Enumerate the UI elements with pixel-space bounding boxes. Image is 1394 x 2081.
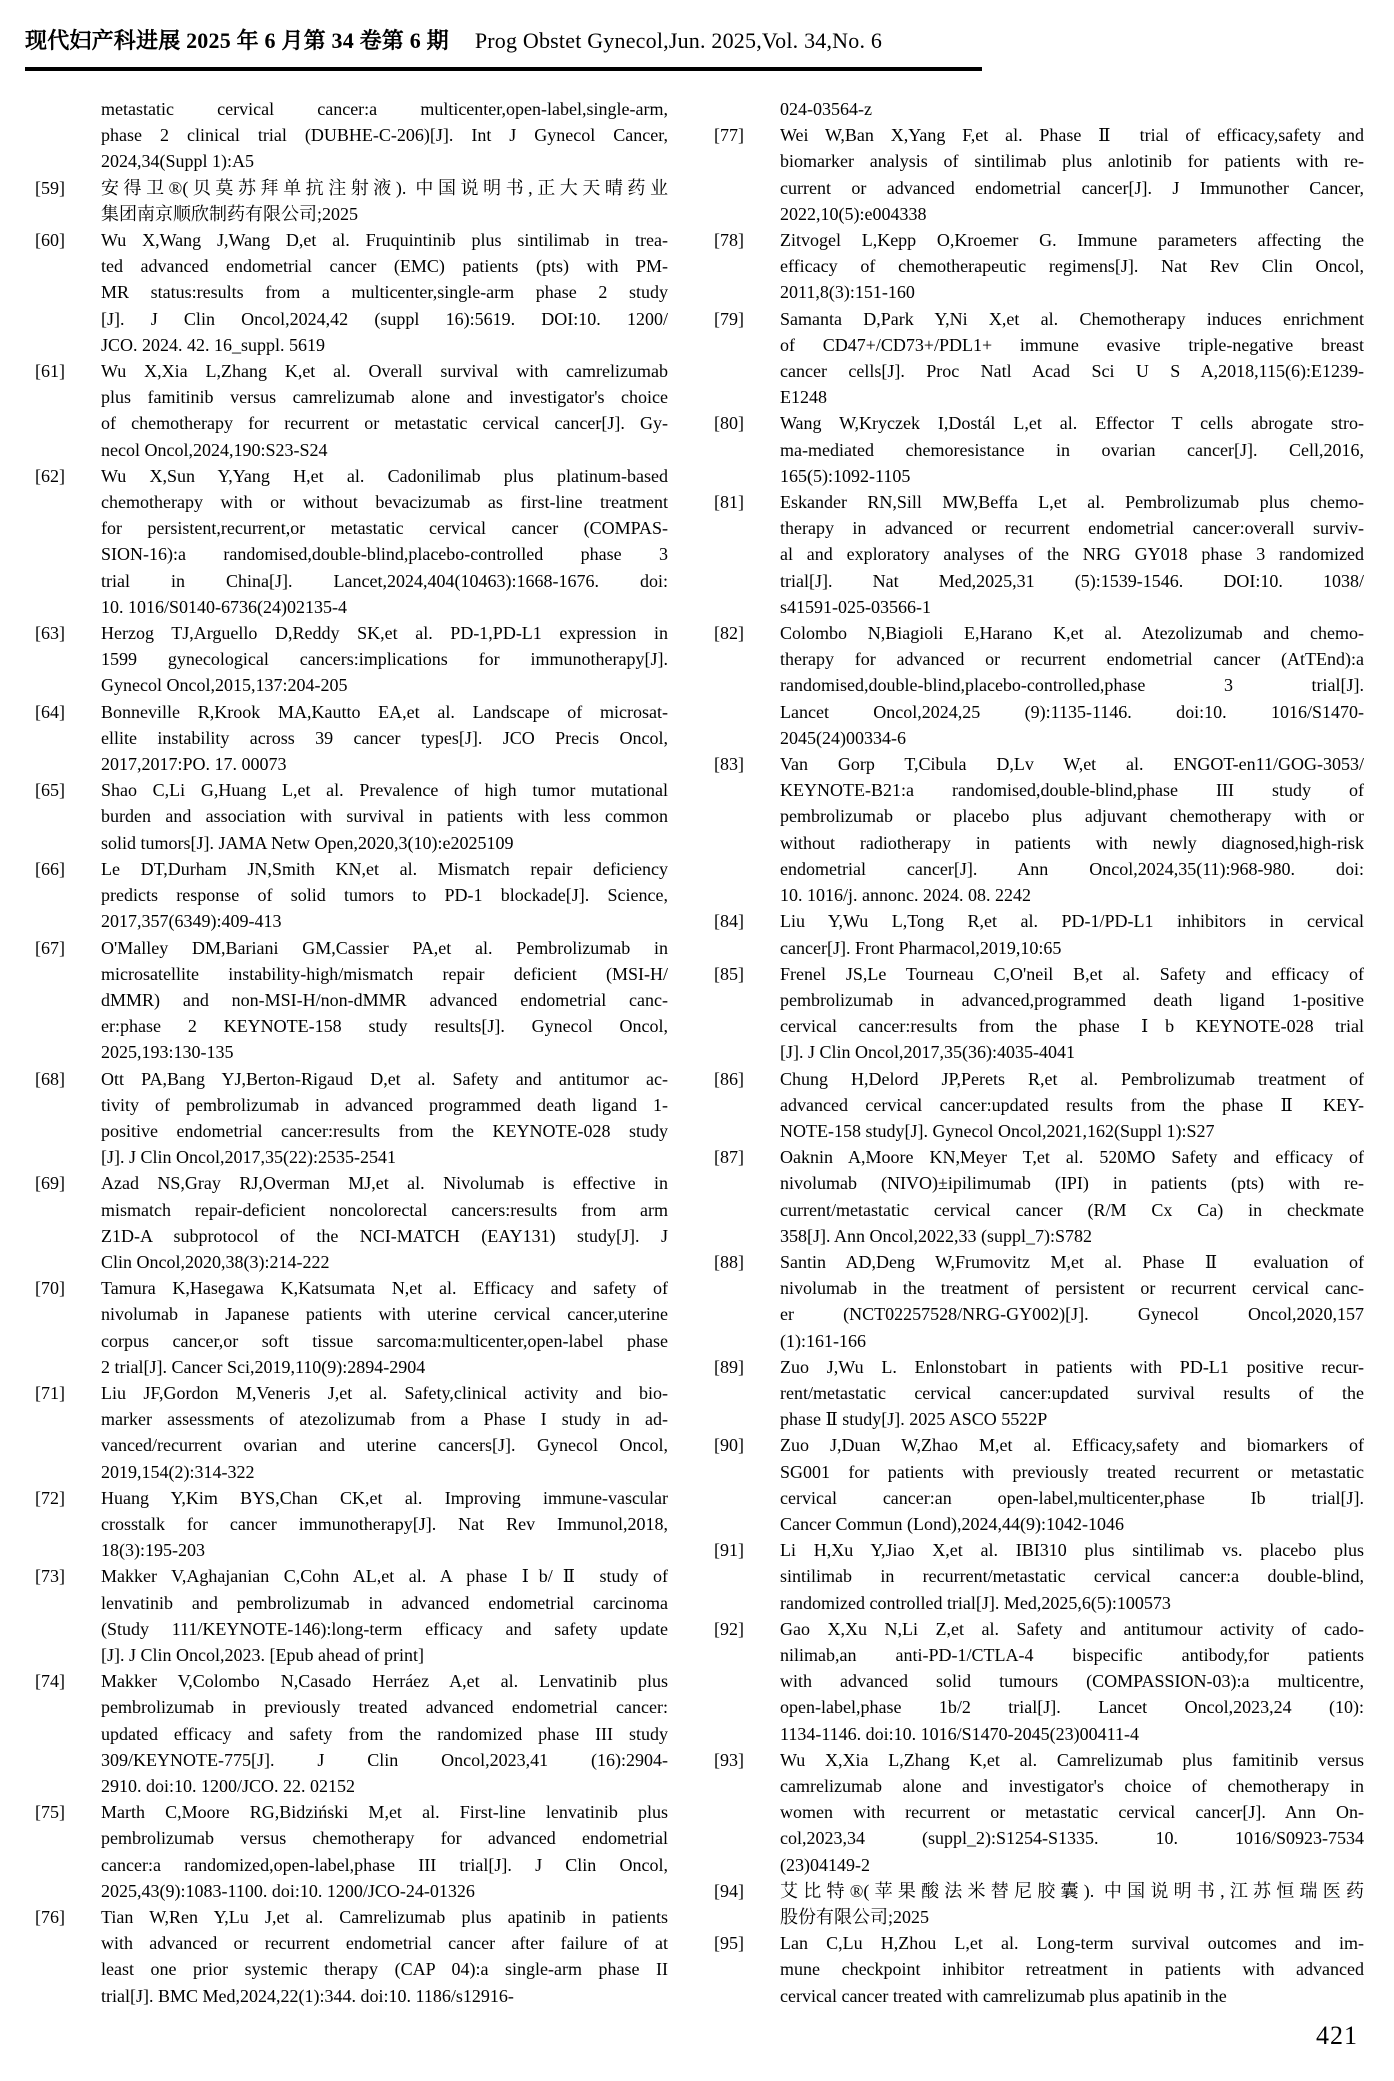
reference-line: Wu X,Wang J,Wang D,et al. Fruquintinib plus sintilimab in trea- bbox=[101, 230, 668, 251]
reference-line: [J]. J Clin Oncol,2023. [Epub ahead of print] bbox=[101, 1644, 424, 1665]
reference-text bbox=[101, 1066, 668, 1171]
page-number: 421 bbox=[1316, 2021, 1358, 2050]
reference-number: [62] bbox=[35, 465, 65, 486]
reference-line: randomised,double-blind,placebo-controlled,phase 3 trial[J]. bbox=[780, 675, 1364, 696]
reference-line: 集团南京顺欣制药有限公司;2025 bbox=[101, 203, 358, 224]
reference-line: ma-mediated chemoresistance in ovarian cancer[J]. Cell,2016, bbox=[780, 439, 1364, 460]
reference-line: 2910. doi:10. 1200/JCO. 22. 02152 bbox=[101, 1776, 356, 1796]
reference-line: al and exploratory analyses of the NRG GY018 phase 3 randomized bbox=[780, 544, 1364, 565]
reference-line: Zuo J,Wu L. Enlonstobart in patients with PD-L1 positive recur- bbox=[780, 1356, 1364, 1377]
reference-number: [80] bbox=[714, 413, 744, 434]
reference-number: [82] bbox=[714, 623, 744, 644]
reference-line: 安得卫®(贝莫苏拜单抗注射液). 中国说明书,正大天晴药业 bbox=[101, 177, 668, 198]
reference-line: nilimab,an anti-PD-1/CTLA-4 bispecific antibody,for patients bbox=[780, 1644, 1364, 1665]
reference-line: necol Oncol,2024,190:S23-S24 bbox=[101, 439, 328, 460]
reference-line: (1):161-166 bbox=[780, 1330, 866, 1351]
reference-item bbox=[35, 620, 668, 699]
reference-item bbox=[35, 699, 668, 778]
reference-line: predicts response of solid tumors to PD-1 blockade[J]. Science, bbox=[101, 885, 668, 906]
reference-line: Wang W,Kryczek I,Dostál L,et al. Effector T cells abrogate stro- bbox=[780, 413, 1364, 434]
reference-item bbox=[35, 777, 668, 856]
reference-text bbox=[780, 122, 1364, 227]
reference-line: efficacy of chemotherapeutic regimens[J]. Nat Rev Clin Oncol, bbox=[780, 256, 1364, 277]
reference-text bbox=[101, 463, 668, 620]
reference-line: Chung H,Delord JP,Perets R,et al. Pembrolizumab treatment of bbox=[780, 1068, 1364, 1089]
reference-line: of chemotherapy for recurrent or metastatic cervical cancer[J]. Gy- bbox=[101, 413, 668, 434]
reference-line: 2017,357(6349):409-413 bbox=[101, 911, 282, 932]
reference-text bbox=[101, 96, 668, 175]
reference-line: 2011,8(3):151-160 bbox=[780, 282, 915, 303]
reference-text bbox=[101, 227, 668, 358]
reference-item bbox=[714, 1537, 1364, 1616]
reference-line: Oaknin A,Moore KN,Meyer T,et al. 520MO Safety and efficacy of bbox=[780, 1147, 1364, 1168]
reference-line: 024-03564-z bbox=[780, 99, 872, 119]
reference-item bbox=[714, 1930, 1364, 2009]
reference-text bbox=[780, 961, 1364, 1066]
reference-line: endometrial cancer[J]. Ann Oncol,2024,35(11):968-980. doi: bbox=[780, 858, 1364, 879]
reference-line: microsatellite instability-high/mismatch repair deficient (MSI-H/ bbox=[101, 963, 668, 984]
reference-item bbox=[714, 227, 1364, 306]
reference-line: nivolumab in Japanese patients with uterine cervical cancer,uterine bbox=[101, 1304, 668, 1325]
reference-line: SG001 for patients with previously treated recurrent or metastatic bbox=[780, 1461, 1364, 1482]
reference-line: Frenel JS,Le Tourneau C,O'neil B,et al. Safety and efficacy of bbox=[780, 963, 1364, 984]
reference-number: [81] bbox=[714, 492, 744, 513]
reference-line: 1599 gynecological cancers:implications for immunotherapy[J]. bbox=[101, 649, 668, 670]
reference-line: Wei W,Ban X,Yang F,et al. Phase Ⅱ trial of efficacy,safety and bbox=[780, 125, 1364, 146]
reference-number: [83] bbox=[714, 754, 744, 775]
reference-number: [93] bbox=[714, 1749, 744, 1770]
reference-text bbox=[101, 856, 668, 935]
reference-text bbox=[101, 1170, 668, 1275]
reference-line: cancer cells[J]. Proc Natl Acad Sci U S A,2018,115(6):E1239- bbox=[780, 361, 1364, 382]
reference-item bbox=[714, 1249, 1364, 1354]
reference-number: [89] bbox=[714, 1356, 744, 1377]
reference-text bbox=[101, 1799, 668, 1904]
reference-text bbox=[780, 489, 1364, 620]
reference-line: metastatic cervical cancer:a multicenter,open-label,single-arm, bbox=[101, 99, 668, 119]
reference-line: 2 trial[J]. Cancer Sci,2019,110(9):2894-2904 bbox=[101, 1356, 426, 1377]
reference-item bbox=[35, 935, 668, 1066]
reference-line: Zuo J,Duan W,Zhao M,et al. Efficacy,safety and biomarkers of bbox=[780, 1435, 1364, 1456]
reference-line: mune checkpoint inhibitor retreatment in patients with advanced bbox=[780, 1959, 1364, 1980]
reference-number: [74] bbox=[35, 1671, 65, 1692]
reference-line: plus famitinib versus camrelizumab alone and investigator's choice bbox=[101, 387, 668, 408]
journal-title-chinese: 现代妇产科进展 2025 年 6 月第 34 卷第 6 期 bbox=[25, 28, 449, 53]
reference-line: Colombo N,Biagioli E,Harano K,et al. Atezolizumab and chemo- bbox=[780, 623, 1364, 644]
reference-text bbox=[780, 410, 1364, 489]
reference-line: rent/metastatic cervical cancer:updated survival results of the bbox=[780, 1382, 1364, 1403]
reference-item bbox=[714, 96, 1364, 122]
reference-text bbox=[780, 227, 1364, 306]
reference-number: [85] bbox=[714, 963, 744, 984]
reference-text bbox=[780, 96, 1364, 122]
reference-number: [79] bbox=[714, 308, 744, 329]
reference-item bbox=[714, 908, 1364, 960]
reference-line: open-label,phase 1b/2 trial[J]. Lancet Oncol,2023,24 (10): bbox=[780, 1697, 1364, 1718]
reference-text bbox=[780, 1354, 1364, 1433]
reference-number: [70] bbox=[35, 1278, 65, 1299]
reference-item bbox=[714, 410, 1364, 489]
reference-text bbox=[780, 1432, 1364, 1537]
reference-number: [69] bbox=[35, 1173, 65, 1194]
reference-line: Lancet Oncol,2024,25 (9):1135-1146. doi:10. 1016/S1470- bbox=[780, 701, 1364, 722]
reference-line: cancer[J]. Front Pharmacol,2019,10:65 bbox=[780, 937, 1062, 958]
reference-line: pembrolizumab or placebo plus adjuvant chemotherapy with or bbox=[780, 806, 1364, 827]
reference-line: Wu X,Xia L,Zhang K,et al. Camrelizumab plus famitinib versus bbox=[780, 1749, 1364, 1770]
reference-line: Samanta D,Park Y,Ni X,et al. Chemotherapy induces enrichment bbox=[780, 308, 1364, 329]
reference-line: 2025,43(9):1083-1100. doi:10. 1200/JCO-24-01326 bbox=[101, 1880, 475, 1901]
reference-line: 10. 1016/S0140-6736(24)02135-4 bbox=[101, 596, 347, 617]
reference-item bbox=[714, 122, 1364, 227]
reference-line: dMMR) and non-MSI-H/non-dMMR advanced endometrial canc- bbox=[101, 989, 668, 1010]
reference-text bbox=[101, 620, 668, 699]
reference-line: marker assessments of atezolizumab from a Phase I study in ad- bbox=[101, 1409, 668, 1430]
reference-number: [64] bbox=[35, 701, 65, 722]
reference-line: phase 2 clinical trial (DUBHE-C-206)[J]. Int J Gynecol Cancer, bbox=[101, 125, 668, 146]
reference-line: therapy in advanced or recurrent endometrial cancer:overall surviv- bbox=[780, 518, 1364, 539]
reference-line: 2045(24)00334-6 bbox=[780, 727, 906, 748]
reference-text bbox=[101, 1563, 668, 1668]
reference-line: Makker V,Aghajanian C,Cohn AL,et al. A phase Ⅰb/Ⅱ study of bbox=[101, 1566, 668, 1587]
reference-number: [60] bbox=[35, 230, 65, 251]
reference-line: ellite instability across 39 cancer types[J]. JCO Precis Oncol, bbox=[101, 727, 668, 748]
reference-number: [66] bbox=[35, 858, 65, 879]
reference-line: 1134-1146. doi:10. 1016/S1470-2045(23)00411-4 bbox=[780, 1723, 1139, 1744]
reference-number: [73] bbox=[35, 1566, 65, 1587]
reference-line: trial[J]. Nat Med,2025,31 (5):1539-1546. DOI:10. 1038/ bbox=[780, 570, 1364, 591]
reference-text bbox=[780, 1144, 1364, 1249]
reference-line: er (NCT02257528/NRG-GY002)[J]. Gynecol Oncol,2020,157 bbox=[780, 1304, 1364, 1325]
reference-item bbox=[714, 1066, 1364, 1145]
reference-text bbox=[780, 1930, 1364, 2009]
reference-text bbox=[780, 1747, 1364, 1878]
reference-line: Wu X,Sun Y,Yang H,et al. Cadonilimab plus platinum-based bbox=[101, 465, 668, 486]
reference-item bbox=[35, 175, 668, 227]
reference-text bbox=[101, 777, 668, 856]
reference-line: Makker V,Colombo N,Casado Herráez A,et al. Lenvatinib plus bbox=[101, 1671, 668, 1692]
reference-text bbox=[780, 1249, 1364, 1354]
reference-number: [92] bbox=[714, 1618, 744, 1639]
reference-line: Liu Y,Wu L,Tong R,et al. PD-1/PD-L1 inhibitors in cervical bbox=[780, 911, 1364, 932]
reference-text bbox=[780, 1537, 1364, 1616]
reference-text bbox=[101, 699, 668, 778]
reference-line: updated efficacy and safety from the randomized phase III study bbox=[101, 1723, 668, 1744]
journal-title-english: Prog Obstet Gynecol,Jun. 2025,Vol. 34,No. 6 bbox=[474, 28, 883, 53]
reference-line: sintilimab in recurrent/metastatic cervical cancer:a double-blind, bbox=[780, 1566, 1364, 1587]
reference-item bbox=[35, 1904, 668, 2009]
reference-line: JCO. 2024. 42. 16_suppl. 5619 bbox=[101, 334, 326, 355]
reference-text bbox=[780, 1878, 1364, 1930]
reference-line: pembrolizumab versus chemotherapy for advanced endometrial bbox=[101, 1828, 668, 1849]
reference-number: [90] bbox=[714, 1435, 744, 1456]
reference-item bbox=[714, 489, 1364, 620]
reference-line: 股份有限公司;2025 bbox=[780, 1907, 930, 1928]
reference-item bbox=[35, 1380, 668, 1485]
reference-line: positive endometrial cancer:results from the KEYNOTE-028 study bbox=[101, 1120, 668, 1141]
reference-line: Z1D-A subprotocol of the NCI-MATCH (EAY131) study[J]. J bbox=[101, 1225, 668, 1246]
reference-number: [95] bbox=[714, 1933, 744, 1954]
reference-item bbox=[35, 1563, 668, 1668]
reference-line: [J]. J Clin Oncol,2017,35(22):2535-2541 bbox=[101, 1147, 396, 1168]
reference-item bbox=[35, 463, 668, 620]
references-column-right bbox=[714, 96, 1364, 2009]
reference-line: SION-16):a randomised,double-blind,placebo-controlled phase 3 bbox=[101, 544, 668, 565]
reference-line: 358[J]. Ann Oncol,2022,33 (suppl_7):S782 bbox=[780, 1225, 1092, 1246]
reference-item bbox=[714, 1747, 1364, 1878]
reference-line: ted advanced endometrial cancer (EMC) patients (pts) with PM- bbox=[101, 256, 668, 277]
reference-line: nivolumab in the treatment of persistent or recurrent cervical canc- bbox=[780, 1278, 1364, 1299]
reference-text bbox=[780, 306, 1364, 411]
reference-line: randomized controlled trial[J]. Med,2025,6(5):100573 bbox=[780, 1592, 1171, 1613]
reference-line: Gynecol Oncol,2015,137:204-205 bbox=[101, 675, 348, 696]
reference-line: burden and association with survival in patients with less common bbox=[101, 806, 668, 827]
reference-line: (23)04149-2 bbox=[780, 1854, 870, 1875]
reference-line: phase Ⅱ study[J]. 2025 ASCO 5522P bbox=[780, 1409, 1048, 1430]
reference-item bbox=[35, 358, 668, 463]
reference-line: Gao X,Xu N,Li Z,et al. Safety and antitumour activity of cado- bbox=[780, 1618, 1364, 1639]
reference-number: [86] bbox=[714, 1068, 744, 1089]
reference-item bbox=[35, 1170, 668, 1275]
reference-item bbox=[714, 1878, 1364, 1930]
reference-text bbox=[101, 1485, 668, 1564]
reference-line: tivity of pembrolizumab in advanced programmed death ligand 1- bbox=[101, 1094, 668, 1115]
reference-number: [78] bbox=[714, 230, 744, 251]
reference-text bbox=[780, 1616, 1364, 1747]
reference-line: without radiotherapy in patients with newly diagnosed,high-risk bbox=[780, 832, 1364, 853]
reference-line: 2019,154(2):314-322 bbox=[101, 1461, 255, 1482]
reference-item bbox=[35, 856, 668, 935]
reference-item bbox=[714, 1432, 1364, 1537]
reference-line: pembrolizumab in previously treated advanced endometrial cancer: bbox=[101, 1697, 668, 1718]
reference-line: Tamura K,Hasegawa K,Katsumata N,et al. Efficacy and safety of bbox=[101, 1278, 668, 1299]
reference-line: nivolumab (NIVO)±ipilimumab (IPI) in patients (pts) with re- bbox=[780, 1173, 1364, 1194]
reference-number: [87] bbox=[714, 1147, 744, 1168]
reference-line: E1248 bbox=[780, 387, 827, 408]
reference-number: [94] bbox=[714, 1880, 744, 1901]
reference-line: 10. 1016/j. annonc. 2024. 08. 2242 bbox=[780, 885, 1031, 906]
reference-line: 2024,34(Suppl 1):A5 bbox=[101, 151, 254, 172]
reference-line: vanced/recurrent ovarian and uterine cancers[J]. Gynecol Oncol, bbox=[101, 1435, 668, 1456]
reference-line: Huang Y,Kim BYS,Chan CK,et al. Improving immune-vascular bbox=[101, 1487, 668, 1508]
reference-line: Liu JF,Gordon M,Veneris J,et al. Safety,clinical activity and bio- bbox=[101, 1382, 668, 1403]
reference-line: [J]. J Clin Oncol,2017,35(36):4035-4041 bbox=[780, 1042, 1075, 1063]
reference-line: biomarker analysis of sintilimab plus anlotinib for patients with re- bbox=[780, 151, 1364, 172]
reference-line: Le DT,Durham JN,Smith KN,et al. Mismatch repair deficiency bbox=[101, 858, 668, 879]
reference-line: of CD47+/CD73+/PDL1+ immune evasive triple-negative breast bbox=[780, 334, 1364, 355]
reference-line: O'Malley DM,Bariani GM,Cassier PA,et al. Pembrolizumab in bbox=[101, 937, 668, 958]
reference-line: cervical cancer treated with camrelizumab plus apatinib in the bbox=[780, 1985, 1227, 2006]
reference-line: er:phase 2 KEYNOTE-158 study results[J]. Gynecol Oncol, bbox=[101, 1016, 668, 1037]
reference-line: col,2023,34 (suppl_2):S1254-S1335. 10. 1016/S0923-7534 bbox=[780, 1828, 1364, 1849]
reference-text bbox=[101, 1380, 668, 1485]
reference-line: Zitvogel L,Kepp O,Kroemer G. Immune parameters affecting the bbox=[780, 230, 1364, 251]
reference-line: Santin AD,Deng W,Frumovitz M,et al. Phase Ⅱ evaluation of bbox=[780, 1251, 1364, 1272]
reference-line: lenvatinib and pembrolizumab in advanced endometrial carcinoma bbox=[101, 1592, 668, 1613]
reference-line: 165(5):1092-1105 bbox=[780, 465, 911, 486]
reference-line: s41591-025-03566-1 bbox=[780, 596, 931, 617]
reference-line: women with recurrent or metastatic cervical cancer[J]. Ann On- bbox=[780, 1802, 1364, 1823]
reference-text bbox=[101, 358, 668, 463]
reference-number: [61] bbox=[35, 361, 65, 382]
reference-item bbox=[714, 1354, 1364, 1433]
reference-text bbox=[780, 620, 1364, 751]
reference-line: Lan C,Lu H,Zhou L,et al. Long-term survival outcomes and im- bbox=[780, 1933, 1364, 1954]
reference-text bbox=[101, 935, 668, 1066]
reference-line: Van Gorp T,Cibula D,Lv W,et al. ENGOT-en11/GOG-3053/ bbox=[780, 754, 1364, 775]
page-header bbox=[25, 24, 982, 71]
reference-text bbox=[101, 1904, 668, 2009]
reference-item bbox=[35, 1799, 668, 1904]
reference-line: 2017,2017:PO. 17. 00073 bbox=[101, 754, 287, 775]
reference-item bbox=[714, 1616, 1364, 1747]
reference-number: [59] bbox=[35, 177, 65, 198]
reference-number: [75] bbox=[35, 1802, 65, 1823]
reference-number: [88] bbox=[714, 1251, 744, 1272]
reference-item bbox=[35, 1066, 668, 1171]
reference-line: 18(3):195-203 bbox=[101, 1540, 205, 1561]
reference-line: Herzog TJ,Arguello D,Reddy SK,et al. PD-1,PD-L1 expression in bbox=[101, 623, 668, 644]
reference-number: [67] bbox=[35, 937, 65, 958]
reference-line: current or advanced endometrial cancer[J]. J Immunother Cancer, bbox=[780, 177, 1364, 198]
reference-number: [77] bbox=[714, 125, 744, 146]
reference-line: 艾比特®(苹果酸法米替尼胶囊). 中国说明书,江苏恒瑞医药 bbox=[780, 1880, 1364, 1901]
reference-line: current/metastatic cervical cancer (R/M Cx Ca) in checkmate bbox=[780, 1199, 1364, 1220]
reference-number: [71] bbox=[35, 1382, 65, 1403]
reference-number: [72] bbox=[35, 1487, 65, 1508]
reference-item bbox=[35, 227, 668, 358]
reference-line: Eskander RN,Sill MW,Beffa L,et al. Pembrolizumab plus chemo- bbox=[780, 492, 1364, 513]
reference-item bbox=[714, 306, 1364, 411]
reference-line: trial[J]. BMC Med,2024,22(1):344. doi:10. 1186/s12916- bbox=[101, 1985, 514, 2006]
reference-line: 2022,10(5):e004338 bbox=[780, 203, 927, 224]
reference-line: crosstalk for cancer immunotherapy[J]. Nat Rev Immunol,2018, bbox=[101, 1513, 668, 1534]
reference-line: advanced cervical cancer:updated results from the phase Ⅱ KEY- bbox=[780, 1094, 1364, 1115]
reference-item bbox=[35, 1275, 668, 1380]
reference-line: KEYNOTE-B21:a randomised,double-blind,phase III study of bbox=[780, 780, 1364, 801]
reference-text bbox=[101, 1668, 668, 1799]
reference-line: (Study 111/KEYNOTE-146):long-term efficacy and safety update bbox=[101, 1618, 668, 1639]
references-column-left bbox=[35, 96, 668, 2009]
reference-line: 309/KEYNOTE-775[J]. J Clin Oncol,2023,41 (16):2904- bbox=[101, 1749, 668, 1770]
reference-line: chemotherapy with or without bevacizumab as first-line treatment bbox=[101, 492, 668, 513]
reference-line: trial in China[J]. Lancet,2024,404(10463):1668-1676. doi: bbox=[101, 570, 668, 591]
reference-line: pembrolizumab in advanced,programmed death ligand 1-positive bbox=[780, 989, 1364, 1010]
reference-line: solid tumors[J]. JAMA Netw Open,2020,3(10):e2025109 bbox=[101, 832, 514, 853]
reference-line: corpus cancer,or soft tissue sarcoma:multicenter,open-label phase bbox=[101, 1330, 668, 1351]
reference-number: [63] bbox=[35, 623, 65, 644]
reference-line: Azad NS,Gray RJ,Overman MJ,et al. Nivolumab is effective in bbox=[101, 1173, 668, 1194]
reference-item bbox=[714, 751, 1364, 908]
reference-number: [68] bbox=[35, 1068, 65, 1089]
reference-line: cervical cancer:an open-label,multicenter,phase Ib trial[J]. bbox=[780, 1487, 1364, 1508]
reference-number: [76] bbox=[35, 1907, 65, 1928]
reference-item bbox=[714, 620, 1364, 751]
reference-item bbox=[35, 1485, 668, 1564]
reference-line: therapy for advanced or recurrent endometrial cancer (AtTEnd):a bbox=[780, 649, 1364, 670]
reference-line: 2025,193:130-135 bbox=[101, 1042, 234, 1063]
reference-line: Li H,Xu Y,Jiao X,et al. IBI310 plus sintilimab vs. placebo plus bbox=[780, 1540, 1364, 1561]
reference-line: for persistent,recurrent,or metastatic cervical cancer (COMPAS- bbox=[101, 518, 668, 539]
reference-line: cancer:a randomized,open-label,phase III trial[J]. J Clin Oncol, bbox=[101, 1854, 668, 1875]
reference-line: [J]. J Clin Oncol,2024,42 (suppl 16):5619. DOI:10. 1200/ bbox=[101, 308, 668, 329]
reference-line: cervical cancer:results from the phase Ⅰb KEYNOTE-028 trial bbox=[780, 1016, 1364, 1037]
reference-line: MR status:results from a multicenter,single-arm phase 2 study bbox=[101, 282, 668, 303]
reference-text bbox=[101, 1275, 668, 1380]
reference-line: Wu X,Xia L,Zhang K,et al. Overall survival with camrelizumab bbox=[101, 361, 668, 382]
reference-line: with advanced or recurrent endometrial cancer after failure of at bbox=[101, 1933, 668, 1954]
reference-number: [65] bbox=[35, 780, 65, 801]
reference-line: camrelizumab alone and investigator's choice of chemotherapy in bbox=[780, 1776, 1364, 1796]
reference-line: mismatch repair-deficient noncolorectal cancers:results from arm bbox=[101, 1199, 668, 1220]
reference-line: least one prior systemic therapy (CAP 04):a single-arm phase II bbox=[101, 1959, 668, 1980]
reference-line: NOTE-158 study[J]. Gynecol Oncol,2021,162(Suppl 1):S27 bbox=[780, 1120, 1215, 1141]
reference-item bbox=[714, 1144, 1364, 1249]
reference-text bbox=[101, 175, 668, 227]
reference-item bbox=[714, 961, 1364, 1066]
reference-line: with advanced solid tumours (COMPASSION-03):a multicentre, bbox=[780, 1671, 1364, 1692]
reference-item bbox=[35, 96, 668, 175]
reference-line: Bonneville R,Krook MA,Kautto EA,et al. Landscape of microsat- bbox=[101, 701, 668, 722]
reference-line: Ott PA,Bang YJ,Berton-Rigaud D,et al. Safety and antitumor ac- bbox=[101, 1068, 668, 1089]
reference-text bbox=[780, 751, 1364, 908]
reference-line: Shao C,Li G,Huang L,et al. Prevalence of high tumor mutational bbox=[101, 780, 668, 801]
reference-item bbox=[35, 1668, 668, 1799]
reference-line: Tian W,Ren Y,Lu J,et al. Camrelizumab plus apatinib in patients bbox=[101, 1907, 668, 1928]
reference-text bbox=[780, 908, 1364, 960]
reference-number: [91] bbox=[714, 1540, 744, 1561]
reference-text bbox=[780, 1066, 1364, 1145]
reference-line: Clin Oncol,2020,38(3):214-222 bbox=[101, 1251, 330, 1272]
reference-line: Marth C,Moore RG,Bidziński M,et al. First-line lenvatinib plus bbox=[101, 1802, 668, 1823]
reference-number: [84] bbox=[714, 911, 744, 932]
reference-line: Cancer Commun (Lond),2024,44(9):1042-1046 bbox=[780, 1513, 1124, 1534]
